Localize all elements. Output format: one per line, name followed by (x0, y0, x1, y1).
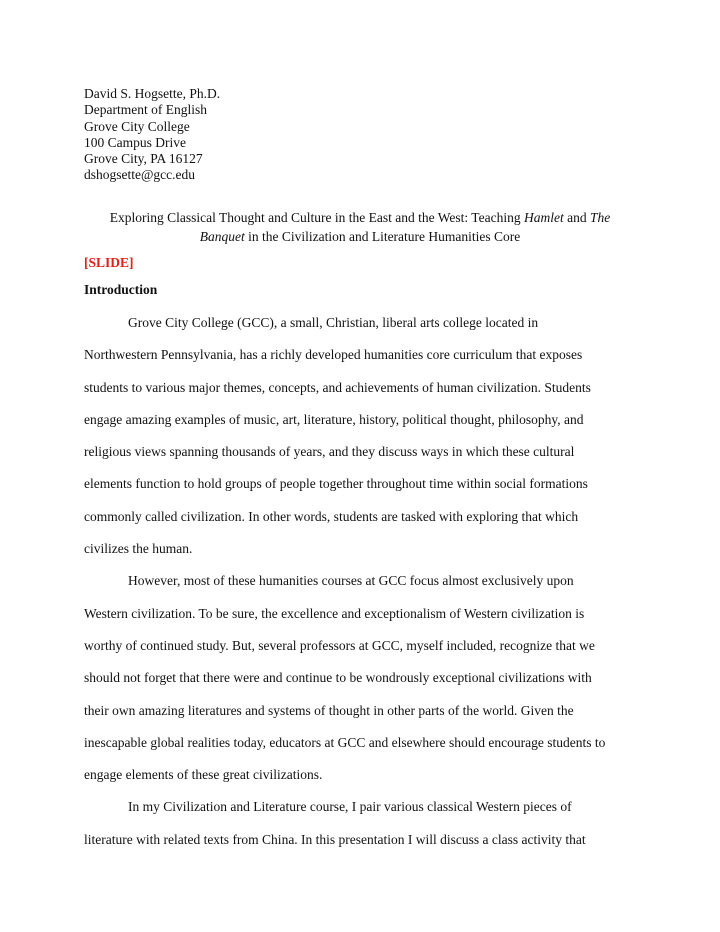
body-line: engage elements of these great civilizations. (84, 767, 323, 783)
author-address-block (84, 86, 220, 184)
author-street: 100 Campus Drive (84, 134, 186, 150)
title-part-1: Exploring Classical Thought and Culture in the East and the West: Teaching (109, 210, 524, 225)
author-email: dshogsette@gcc.edu (84, 167, 196, 183)
body-line: should not forget that there were and continue to be wondrously exceptional civilizations with (84, 670, 592, 686)
body-line: worthy of continued study. But, several professors at GCC, myself included, recognize that we (84, 637, 595, 653)
author-department: Department of English (84, 102, 207, 118)
author-city: Grove City, PA 16127 (84, 151, 203, 167)
body-line: inescapable global realities today, educators at GCC and elsewhere should encourage students to (84, 734, 606, 750)
slide-marker: [SLIDE] (84, 255, 134, 270)
paper-title (80, 208, 640, 246)
body-line: Grove City College (GCC), a small, Christian, liberal arts college located in (128, 315, 539, 330)
body-line: literature with related texts from China. In this presentation I will discuss a class activity that (84, 831, 586, 847)
section-heading: Introduction (84, 282, 158, 297)
body-line: Western civilization. To be sure, the excellence and exceptionalism of Western civilization is (84, 605, 585, 621)
body-line: In my Civilization and Literature course, I pair various classical Western pieces of (128, 799, 572, 815)
title-part-2: in the Civilization and Literature Humanities Core (244, 229, 521, 244)
body-text (84, 307, 644, 856)
body-line: students to various major themes, concepts, and achievements of human civilization. Students (84, 379, 591, 395)
body-line: civilizes the human. (84, 541, 193, 557)
body-line: religious views spanning thousands of years, and they discuss ways in which these cultural (84, 444, 575, 460)
title-hamlet: Hamlet (523, 210, 564, 225)
body-line: commonly called civilization. In other words, students are tasked with exploring that which (84, 508, 579, 524)
body-line: their own amazing literatures and systems of thought in other parts of the world. Given the (84, 702, 574, 718)
title-the: The (589, 210, 611, 225)
title-and: and (563, 210, 590, 225)
author-name: David S. Hogsette, Ph.D. (84, 86, 221, 101)
body-line: engage amazing examples of music, art, literature, history, political thought, philosophy, and (84, 411, 584, 427)
body-line: However, most of these humanities courses at GCC focus almost exclusively upon (128, 573, 574, 589)
body-line: elements function to hold groups of people together throughout time within social formations (84, 476, 588, 492)
author-college: Grove City College (84, 118, 190, 134)
body-line: Northwestern Pennsylvania, has a richly developed humanities core curriculum that exposes (84, 347, 583, 363)
title-banquet: Banquet (199, 229, 245, 244)
